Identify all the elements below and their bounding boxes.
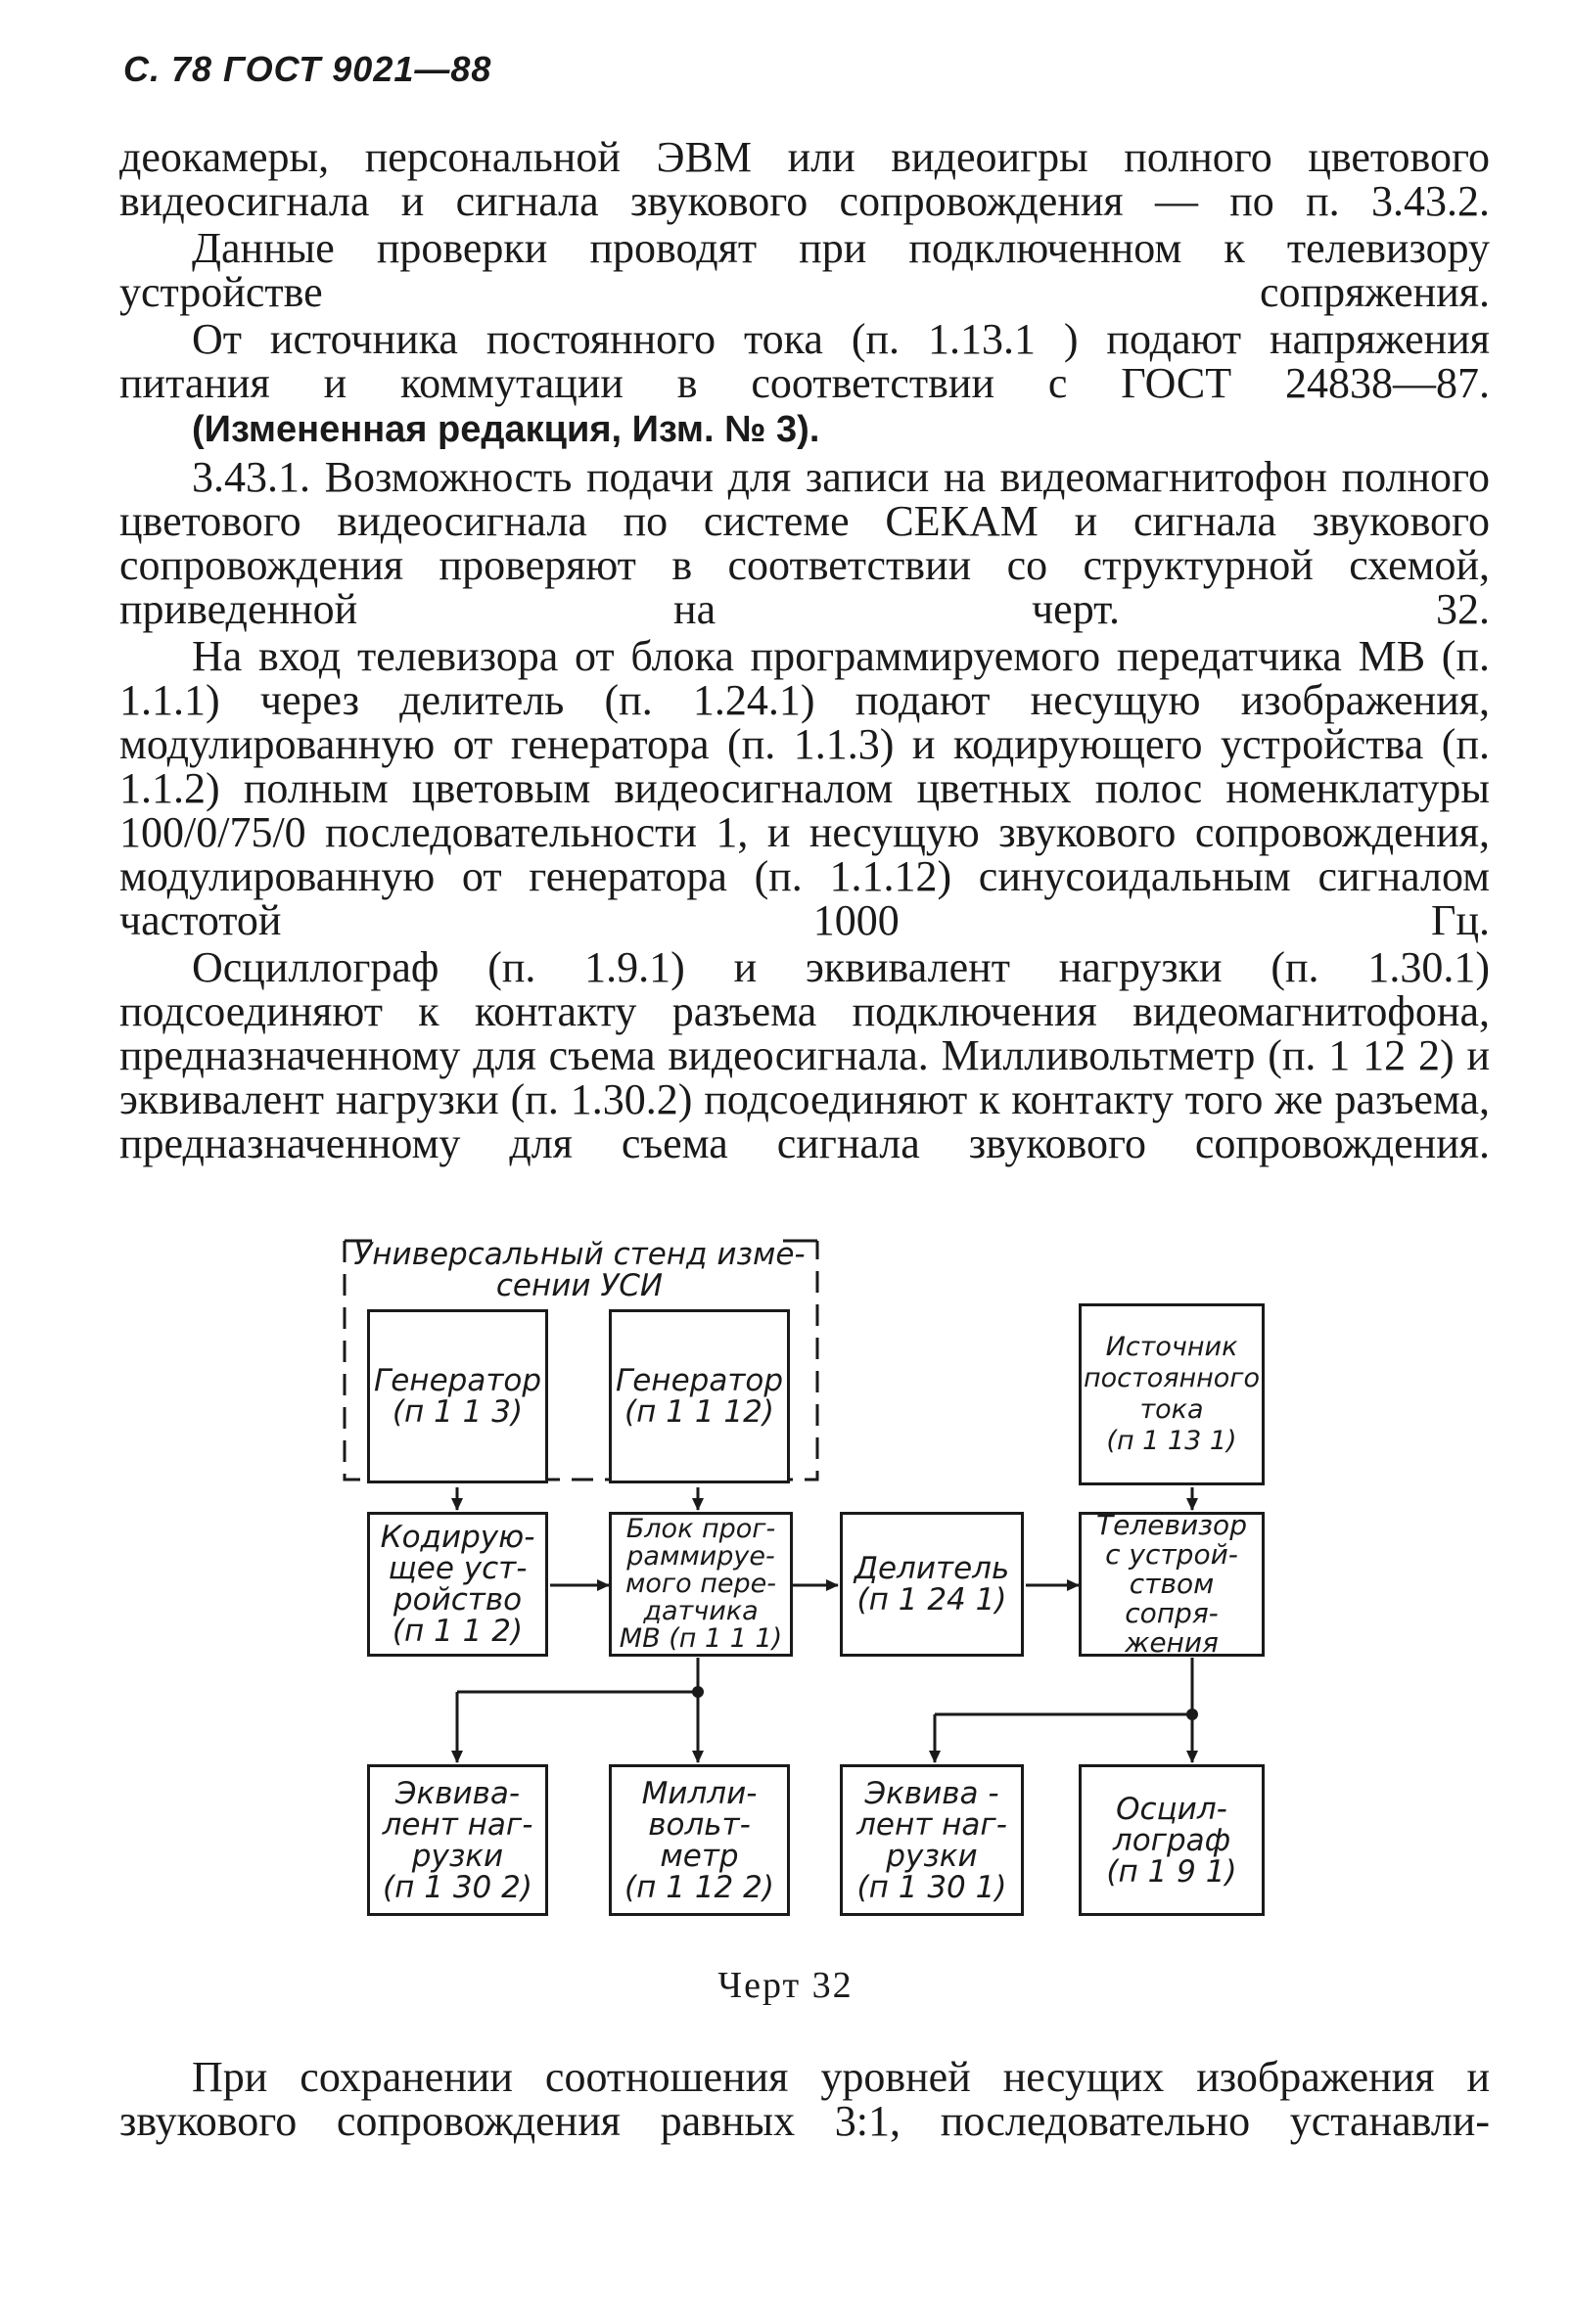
- box-line: раммируе-: [626, 1541, 775, 1572]
- box-line: Генератор: [615, 1363, 784, 1398]
- paragraph-bottom: При сохранении соотношения уровней несущих изображения и звукового сопровождения равных 3:1, последовательно устанавли-: [119, 2053, 1490, 2145]
- paragraph-3-43-1: 3.43.1. Возможность подачи для записи на видеомагнитофон полного цветового видеосигнала по системе СЕКАМ и сигнала звукового сопровождения проверяют в соответствии со структурной схемой, приведенной на черт. 32.: [119, 453, 1490, 633]
- box-line: Телевизор: [1096, 1509, 1247, 1541]
- box-line: (п 1 1 2): [392, 1614, 524, 1649]
- page-header: С. 78 ГОСТ 9021—88: [123, 49, 492, 89]
- box-line: (п 1 30 2): [383, 1869, 532, 1905]
- coder-block: [367, 1512, 548, 1657]
- box-line: Эквива-: [394, 1775, 521, 1811]
- paragraph-1: деокамеры, персональной ЭВМ или видеоигры полного цветового видеосигнала и сигнала звукового сопровождения — по п. 3.43.2.: [119, 133, 1490, 225]
- box-line: лент наг-: [856, 1806, 1007, 1843]
- paragraph-tv-input: На вход телевизора от блока программируемого передатчика МВ (п. 1.1.1) через делитель (п. 1.24.1) подают несущую изображения, модулированную от генератора (п. 1.1.3) и кодирующего устройства (п. 1.1.2) полным цветовым видеосигналом цветных полос номенклатуры 100/0/75/0 последовательности 1, и несущую звукового сопровождения, модулированную от генератора (п. 1.1.12) синусоидальным сигналом частотой 1000 Гц.: [119, 632, 1490, 944]
- stand-title-line-2: сении УСИ: [495, 1268, 664, 1303]
- figure-caption: Черт 32: [717, 1965, 854, 2006]
- box-line: жения: [1125, 1626, 1219, 1659]
- box-line: (п 1 9 1): [1106, 1853, 1237, 1890]
- box-line: щее уст-: [388, 1551, 528, 1586]
- box-line: ством сопря-: [1125, 1568, 1219, 1629]
- box-line: МВ (п 1 1 1): [619, 1623, 783, 1654]
- box-line: вольт-: [648, 1806, 751, 1843]
- box-line: (п 1 24 1): [856, 1582, 1007, 1618]
- box-line: Блок прог-: [625, 1514, 776, 1544]
- stand-title: [345, 1239, 814, 1301]
- box-line: (п 1 1 3): [392, 1394, 524, 1430]
- oscillograph-block: [1079, 1764, 1265, 1916]
- box-line: (п 1 30 1): [856, 1869, 1007, 1905]
- mv-transmitter-block: [609, 1512, 793, 1657]
- load-equivalent-1-30-1-block: [840, 1764, 1024, 1916]
- box-line: лограф: [1112, 1822, 1231, 1858]
- box-line: (п 1 12 2): [624, 1869, 774, 1905]
- box-line: Источник: [1105, 1332, 1238, 1362]
- box-line: рузки: [411, 1838, 504, 1874]
- tv-block: [1079, 1509, 1265, 1659]
- box-line: лент наг-: [382, 1806, 533, 1843]
- power-source-block: [1079, 1303, 1265, 1485]
- box-line: (п 1 13 1): [1106, 1426, 1237, 1456]
- generator-1-3-block: [367, 1309, 548, 1483]
- stand-title-line-1: Универсальный стенд изме-: [353, 1237, 806, 1272]
- box-line: метр: [660, 1838, 739, 1874]
- divider-block: [840, 1512, 1024, 1657]
- box-line: датчика: [643, 1596, 759, 1626]
- paragraph-3: От источника постоянного тока (п. 1.13.1 ) подают напряжения питания и коммутации в соответствии с ГОСТ 24838—87.: [119, 315, 1490, 407]
- millivoltmeter-block: [609, 1764, 790, 1916]
- box-line: (п 1 1 12): [624, 1394, 774, 1430]
- load-equivalent-1-30-2-block: [367, 1764, 548, 1916]
- box-line: Генератор: [373, 1363, 542, 1398]
- amendment-note: (Измененная редакция, Изм. № 3).: [192, 409, 820, 450]
- box-line: мого пере-: [625, 1569, 776, 1599]
- body-text: [119, 135, 1490, 1168]
- box-line: Эквива -: [864, 1775, 999, 1811]
- box-line: Кодирую-: [380, 1520, 535, 1555]
- box-line: Милли-: [641, 1775, 758, 1811]
- box-line: ройство: [393, 1582, 523, 1618]
- bottom-text: [119, 2055, 1490, 2146]
- paragraph-2: Данные проверки проводят при подключенном к телевизору устройстве сопряжения.: [119, 224, 1490, 316]
- box-line: рузки: [886, 1838, 978, 1874]
- paragraph-oscillograph: Осциллограф (п. 1.9.1) и эквивалент нагрузки (п. 1.30.1) подсоединяют к контакту разъема подключения видеомагнитофона, предназначенному для съема видеосигнала. Милливольтметр (п. 1 12 2) и эквивалент нагрузки (п. 1.30.2) подсоединяют к контакту того же разъема, предназначенному для съема сигнала звукового сопровождения.: [119, 943, 1490, 1167]
- box-line: Делитель: [854, 1551, 1010, 1586]
- box-line: тока: [1139, 1394, 1204, 1425]
- box-line: постоянного: [1083, 1363, 1261, 1393]
- box-line: с устрой-: [1105, 1538, 1238, 1571]
- generator-1-12-block: [609, 1309, 790, 1483]
- box-line: Осцил-: [1116, 1791, 1227, 1827]
